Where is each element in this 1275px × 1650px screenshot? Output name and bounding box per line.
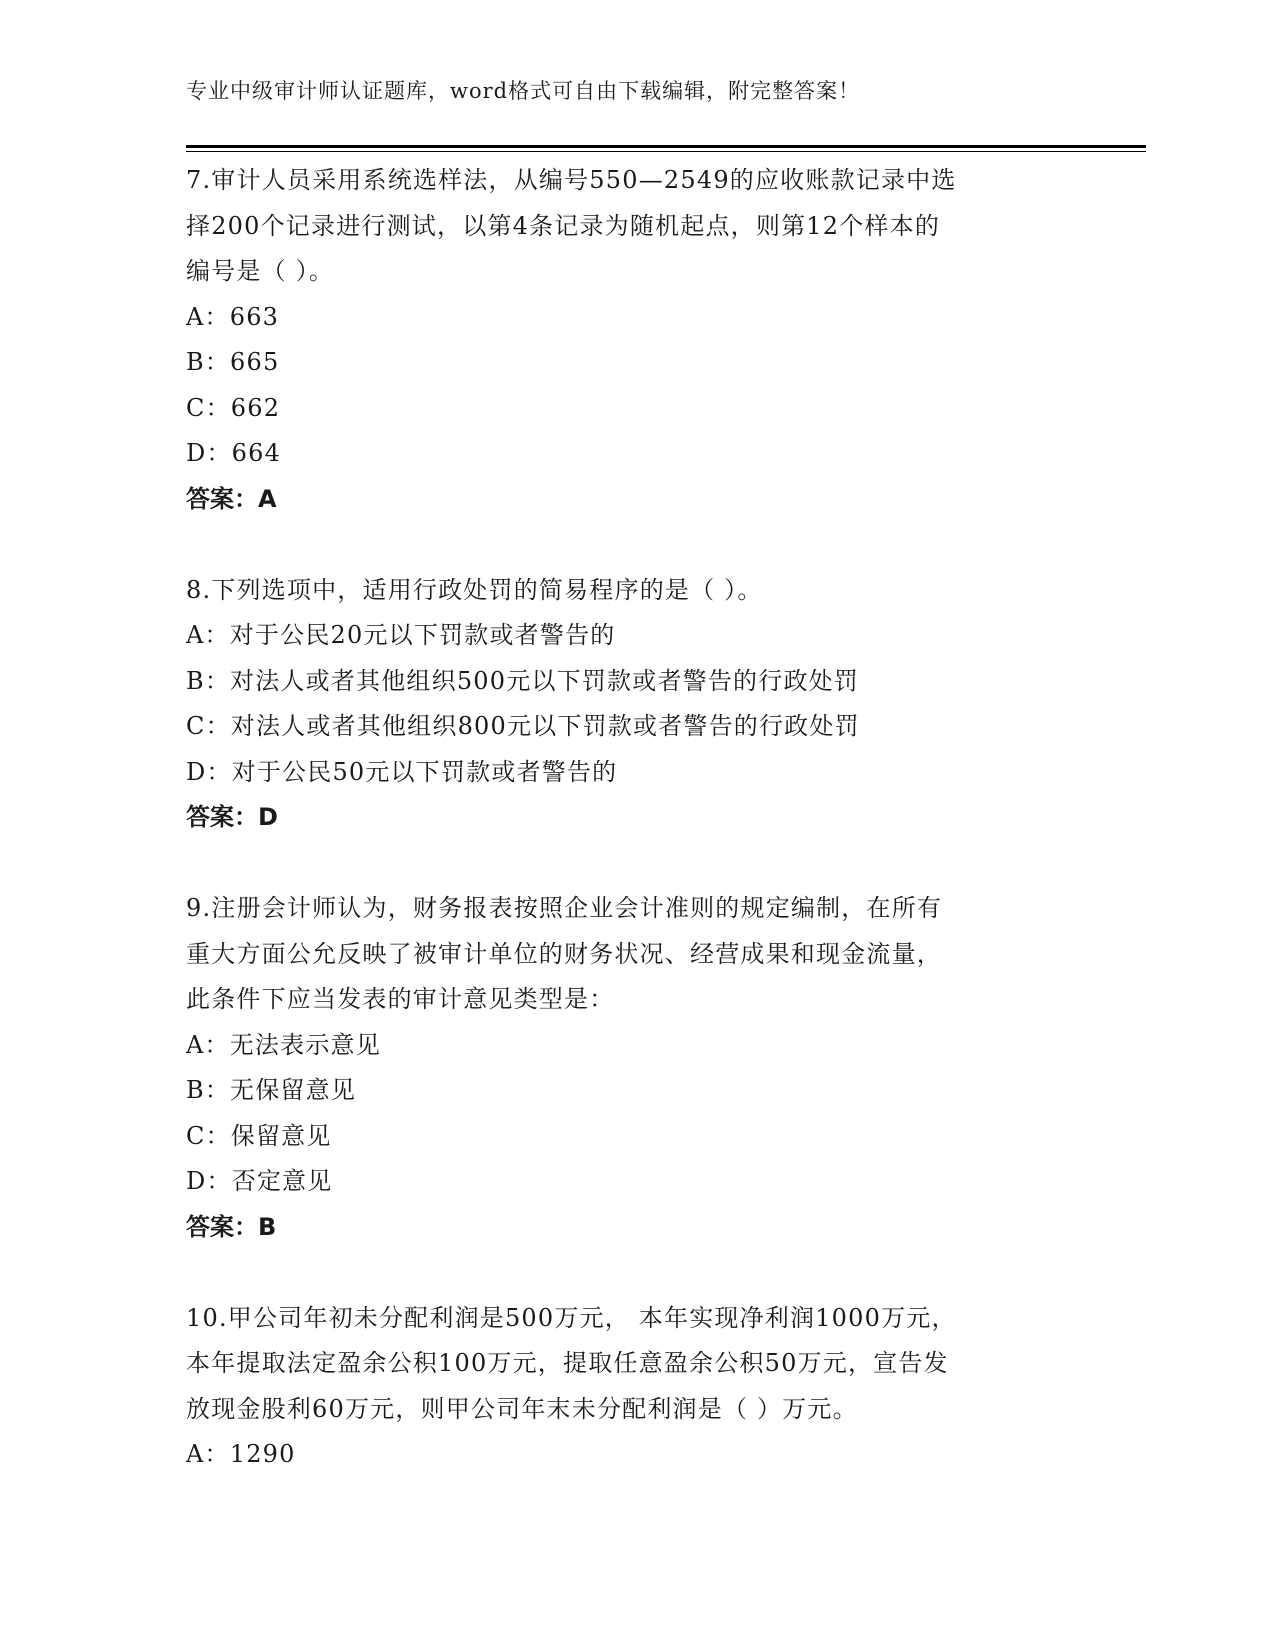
spacer bbox=[186, 841, 1086, 887]
header-divider-thin bbox=[186, 151, 1146, 152]
option-b: B：对法人或者其他组织500元以下罚款或者警告的行政处罚 bbox=[186, 666, 860, 695]
page-header: 专业中级审计师认证题库，word格式可自由下载编辑，附完整答案！ bbox=[186, 79, 861, 103]
question-10 bbox=[186, 1296, 1086, 1478]
option-c: C：保留意见 bbox=[186, 1121, 332, 1150]
option-c: C：662 bbox=[186, 393, 281, 422]
question-stem-line: 编号是（ ）。 bbox=[186, 257, 335, 285]
answer-line: 答案：B bbox=[186, 1212, 277, 1241]
question-stem-line: 7.审计人员采用系统选样法，从编号550—2549的应收账款记录中选 bbox=[186, 166, 957, 194]
spacer bbox=[186, 1250, 1086, 1296]
question-stem-line: 放现金股利60万元，则甲公司年末未分配利润是（ ）万元。 bbox=[186, 1394, 858, 1423]
option-b: B：665 bbox=[186, 348, 280, 376]
question-7 bbox=[186, 158, 1086, 522]
option-d: D：否定意见 bbox=[186, 1167, 333, 1195]
option-a: A：1290 bbox=[186, 1440, 296, 1468]
option-b: B：无保留意见 bbox=[186, 1076, 357, 1104]
answer-line: 答案：D bbox=[186, 803, 278, 831]
question-stem-line: 8.下列选项中，适用行政处罚的简易程序的是（ ）。 bbox=[186, 575, 763, 604]
question-9 bbox=[186, 886, 1086, 1250]
option-a: A：无法表示意见 bbox=[186, 1030, 381, 1059]
question-list bbox=[186, 158, 1086, 1478]
option-a: A：663 bbox=[186, 302, 280, 331]
question-stem-line: 9.注册会计师认为，财务报表按照企业会计准则的规定编制，在所有 bbox=[186, 894, 943, 922]
spacer bbox=[186, 522, 1086, 568]
answer-line: 答案：A bbox=[186, 484, 277, 513]
question-stem-line: 择200个记录进行测试，以第4条记录为随机起点，则第12个样本的 bbox=[186, 211, 941, 240]
option-c: C：对法人或者其他组织800元以下罚款或者警告的行政处罚 bbox=[186, 712, 860, 740]
option-d: D：对于公民50元以下罚款或者警告的 bbox=[186, 757, 618, 786]
question-8 bbox=[186, 568, 1086, 841]
question-stem-line: 本年提取法定盈余公积100万元，提取任意盈余公积50万元，宣告发 bbox=[186, 1349, 949, 1377]
header-divider-thick bbox=[186, 145, 1146, 148]
question-stem-line: 重大方面公允反映了被审计单位的财务状况、经营成果和现金流量， bbox=[186, 939, 942, 968]
option-d: D：664 bbox=[186, 439, 282, 467]
question-stem-line: 此条件下应当发表的审计意见类型是： bbox=[186, 985, 615, 1013]
question-stem-line: 10.甲公司年初未分配利润是500万元， 本年实现净利润1000万元， bbox=[186, 1303, 957, 1332]
option-a: A：对于公民20元以下罚款或者警告的 bbox=[186, 621, 616, 649]
